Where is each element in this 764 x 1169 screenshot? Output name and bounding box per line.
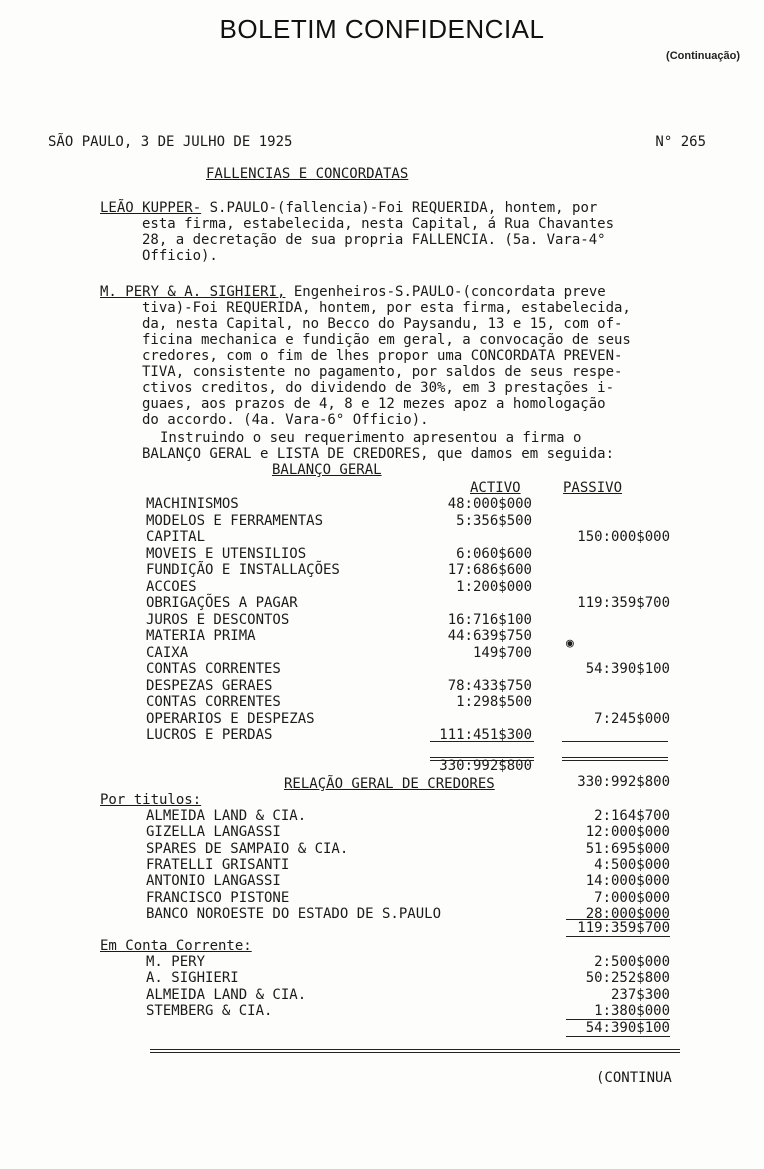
- passivo-value: 54:390$100: [585, 661, 670, 677]
- passivo-value: 7:245$000: [594, 710, 670, 727]
- creditor-name: GIZELLA LANGASSI: [146, 824, 281, 841]
- ink-mark: ◉: [566, 636, 574, 651]
- entry-line: tiva)-Foi REQUERIDA, hontem, por esta firma, estabelecida,: [142, 300, 631, 316]
- creditor-value: 12:000$000: [585, 824, 670, 841]
- bulletin-number: N° 265: [655, 134, 706, 150]
- passivo-header: PASSIVO: [563, 480, 623, 496]
- account-label: MOVEIS E UTENSILIOS: [146, 545, 307, 562]
- creditors-title: RELAÇÃO GERAL DE CREDORES: [284, 776, 495, 792]
- creditor-name: FRANCISCO PISTONE: [146, 889, 290, 906]
- balance-row: [146, 678, 676, 695]
- entry-line: do accordo. (4a. Vara-6° Officio).: [142, 412, 429, 428]
- entry-line: ctivos creditos, do dividendo de 30%, em 3 prestações i-: [142, 380, 615, 396]
- account-label: CAIXA: [146, 644, 189, 661]
- account-label: OBRIGAÇÕES A PAGAR: [146, 595, 298, 611]
- entry-line: 28, a decretação de sua propria FALLENCIA. (5a. Vara-4°: [142, 232, 606, 248]
- balance-row: [146, 579, 676, 596]
- balance-title: BALANÇO GERAL: [272, 462, 382, 478]
- section-title: FALLENCIAS E CONCORDATAS: [206, 166, 409, 182]
- creditor-name: FRATELLI GRISANTI: [146, 856, 290, 873]
- entry-leao-kupper: [100, 200, 680, 264]
- activo-value: 1:200$000: [456, 578, 532, 595]
- entry-line: S.PAULO-(fallencia)-Foi REQUERIDA, hontem, por: [201, 200, 598, 216]
- creditor-row: [146, 954, 670, 970]
- entry-line: Engenheiros-S.PAULO-(concordata preve: [285, 284, 606, 300]
- entry-lead: LEÃO KUPPER-: [100, 200, 202, 216]
- continuation-label: (Continuação): [666, 50, 740, 62]
- balance-row: [146, 612, 676, 629]
- total-activo: 330:992$800: [439, 758, 532, 774]
- entry-intro-cont: [100, 446, 680, 462]
- activo-value: 78:433$750: [447, 677, 532, 694]
- entry-intro: [100, 430, 680, 446]
- balance-row: [146, 694, 676, 711]
- entry-line: credores, com o fim de lhes propor uma CONCORDATA PREVEN-: [142, 348, 623, 364]
- account-label: CONTAS CORRENTES: [146, 661, 281, 677]
- activo-value: 16:716$100: [447, 611, 532, 628]
- entry-line: BALANÇO GERAL e LISTA DE CREDORES, que damos em seguida:: [142, 446, 615, 462]
- group1-double-line: [566, 936, 670, 937]
- account-label: OPERARIOS E DESPEZAS: [146, 710, 315, 727]
- balance-row: [146, 645, 676, 662]
- creditor-value: 237$300: [610, 986, 670, 1003]
- creditor-row: [146, 824, 670, 840]
- total-passivo: 330:992$800: [577, 774, 670, 790]
- balance-row: [146, 595, 676, 612]
- account-label: ACCOES: [146, 578, 197, 595]
- group-label-conta-corrente: Em Conta Corrente:: [100, 938, 252, 954]
- account-label: FUNDIÇÃO E INSTALLAÇÕES: [146, 562, 340, 578]
- account-label: JUROS E DESCONTOS: [146, 611, 290, 628]
- entry-pery-sighieri: [100, 284, 680, 428]
- entry-line: Officio).: [142, 248, 218, 264]
- creditor-value: 2:500$000: [594, 954, 670, 970]
- creditor-row: [146, 857, 670, 873]
- activo-value: 6:060$600: [456, 545, 532, 562]
- account-label: MATERIA PRIMA: [146, 628, 256, 644]
- group1-total: 119:359$700: [577, 920, 670, 936]
- passivo-double-line: [562, 760, 668, 761]
- bulletin-title: BOLETIM CONFIDENCIAL: [219, 14, 545, 44]
- entry-line: Instruindo o seu requerimento apresentou a firma o: [160, 430, 582, 446]
- creditor-value: 14:000$000: [585, 873, 670, 890]
- passivo-value: 119:359$700: [577, 595, 670, 611]
- closing-rule: [150, 1049, 680, 1050]
- group2-total: 54:390$100: [585, 1020, 670, 1036]
- balance-row: [146, 628, 676, 645]
- activo-value: 48:000$000: [447, 496, 532, 512]
- entry-line: guaes, aos prazos de 4, 8 e 12 mezes apoz a homologação: [142, 396, 606, 412]
- creditor-row: [146, 987, 670, 1003]
- account-label: CAPITAL: [146, 529, 206, 545]
- creditor-name: STEMBERG & CIA.: [146, 1002, 273, 1019]
- activo-double-line: [430, 757, 534, 758]
- activo-value: 5:356$500: [456, 512, 532, 529]
- creditor-row: [146, 841, 670, 857]
- group-label-titulos: Por titulos:: [100, 792, 202, 808]
- balance-row: [146, 513, 676, 530]
- balance-row: [146, 711, 676, 728]
- account-label: CONTAS CORRENTES: [146, 694, 281, 710]
- account-label: DESPEZAS GERAES: [146, 677, 273, 694]
- creditor-value: 4:500$000: [594, 856, 670, 873]
- creditor-value: 50:252$800: [585, 970, 670, 987]
- creditor-name: SPARES DE SAMPAIO & CIA.: [146, 840, 349, 857]
- creditor-row: [146, 970, 670, 986]
- account-label: MODELOS E FERRAMENTAS: [146, 512, 324, 529]
- passivo-value: 150:000$000: [577, 529, 670, 545]
- activo-header: ACTIVO: [470, 480, 521, 496]
- dateline: SÃO PAULO, 3 DE JULHO DE 1925: [48, 134, 293, 150]
- entry-lead: M. PERY & A. SIGHIERI,: [100, 284, 286, 300]
- passivo-sum-line: [562, 741, 668, 742]
- creditor-row: [146, 1003, 670, 1019]
- closing-rule: [150, 1052, 680, 1053]
- entry-line: TIVA, consistente no pagamento, por saldos de seus respe-: [142, 364, 623, 380]
- creditor-name: ALMEIDA LAND & CIA.: [146, 808, 307, 824]
- activo-value: 111:451$300: [439, 727, 532, 743]
- activo-value: 17:686$600: [447, 562, 532, 578]
- account-label: MACHINISMOS: [146, 496, 239, 512]
- creditor-name: M. PERY: [146, 954, 206, 970]
- balance-row: [146, 562, 676, 579]
- creditor-value: 51:695$000: [585, 840, 670, 857]
- continues-note: (CONTINUA: [596, 1070, 672, 1086]
- entry-line: da, nesta Capital, no Becco do Paysandu, 13 e 15, com of-: [142, 316, 623, 332]
- balance-row: [146, 496, 676, 513]
- creditor-value: 28:000$000: [585, 905, 670, 922]
- balance-row: [146, 661, 676, 678]
- creditor-name: ALMEIDA LAND & CIA.: [146, 986, 307, 1003]
- creditor-value: 7:000$000: [594, 889, 670, 906]
- entry-line: esta firma, estabelecida, nesta Capital, á Rua Chavantes: [142, 216, 615, 232]
- creditor-row: [146, 808, 670, 824]
- creditor-row: [146, 890, 670, 906]
- creditor-value: 1:380$000: [594, 1002, 670, 1019]
- activo-value: 1:298$500: [456, 694, 532, 710]
- balance-row: [146, 529, 676, 546]
- group2-double-line: [566, 1036, 670, 1037]
- activo-value: 149$700: [472, 644, 532, 661]
- balance-row: [146, 546, 676, 563]
- creditor-name: A. SIGHIERI: [146, 970, 239, 987]
- passivo-double-line: [562, 757, 668, 758]
- creditor-name: ANTONIO LANGASSI: [146, 873, 281, 890]
- activo-double-line: [430, 760, 534, 761]
- creditor-value: 2:164$700: [594, 808, 670, 824]
- activo-value: 44:639$750: [447, 628, 532, 644]
- account-label: LUCROS E PERDAS: [146, 727, 273, 743]
- creditor-name: BANCO NOROESTE DO ESTADO DE S.PAULO: [146, 905, 442, 922]
- entry-line: ficina mechanica e fundição em geral, a convocação de seus: [142, 332, 631, 348]
- creditor-row: [146, 873, 670, 889]
